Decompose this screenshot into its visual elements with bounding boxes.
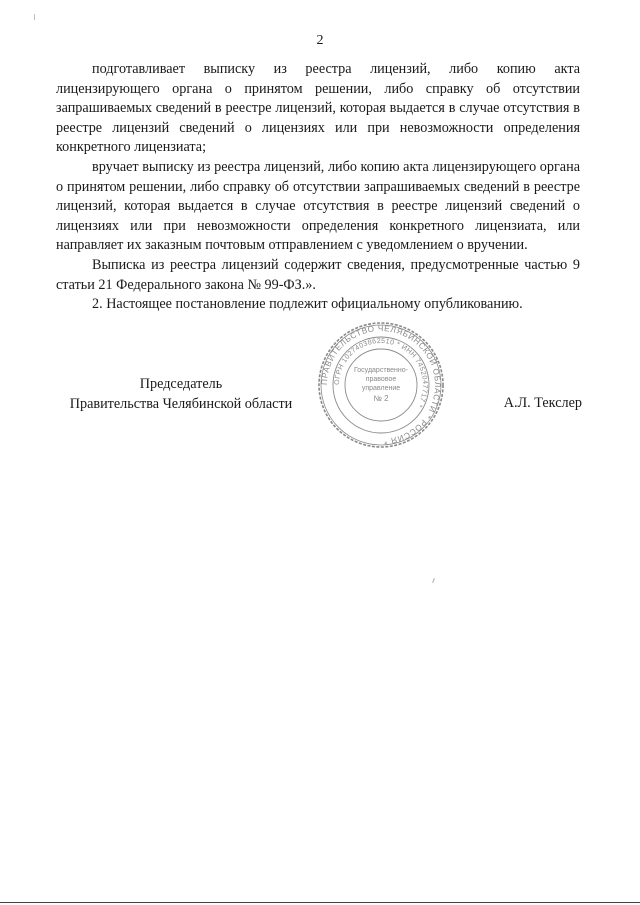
- official-seal: [316, 320, 446, 450]
- scan-artifact: [34, 14, 35, 20]
- page-bottom-edge: [0, 902, 640, 903]
- seal-inner-text: ОГРН 1027403862510 * ИНН 7452047717 *: [333, 337, 429, 409]
- seal-center-text: № 2: [373, 394, 389, 403]
- seal-center-text: Государственно-: [353, 367, 409, 374]
- signatory-name: А.Л. Текслер: [503, 395, 582, 411]
- seal-outer-text: ПРАВИТЕЛЬСТВО ЧЕЛЯБИНСКОЙ ОБЛАСТИ * РОССИЯ *: [319, 323, 443, 446]
- paragraph: вручает выписку из реестра лицензий, либо копию акта лицензирующего органа о принятом решении, либо справку об отсутствии запрашиваемых сведений в реестре лицензий, которая выдается в случае отсутствия в реестре лицензий сведений о лицензиях или при невозможности определения конкретного лицензиата, или направляет их заказным почтовым отправлением с уведомлением о вручении.: [56, 158, 580, 254]
- paragraph: 2. Настоящее постановление подлежит официальному опубликованию.: [92, 296, 523, 313]
- page-number: 2: [316, 33, 324, 48]
- seal-center-text: правовое: [365, 376, 397, 383]
- document-body: [56, 60, 580, 315]
- scan-artifact: [432, 578, 435, 583]
- seal-center-text: управление: [361, 385, 401, 392]
- position-organization: Правительства Челябинской области: [69, 395, 293, 412]
- paragraph: подготавливает выписку из реестра лицензий, либо копию акта лицензирующего органа о принятом решении, либо справку об отсутствии запрашиваемых сведений в реестре лицензий, которая выдается в случае отсутствия в реестре лицензий сведений о лицензиях или при невозможности определения конкретного лицензиата;: [56, 61, 580, 156]
- position-title: Председатель: [139, 376, 223, 392]
- paragraph: Выписка из реестра лицензий содержит сведения, предусмотренные частью 9 статьи 21 Федерального закона № 99-ФЗ.».: [56, 256, 580, 293]
- signatory-position: [56, 375, 306, 414]
